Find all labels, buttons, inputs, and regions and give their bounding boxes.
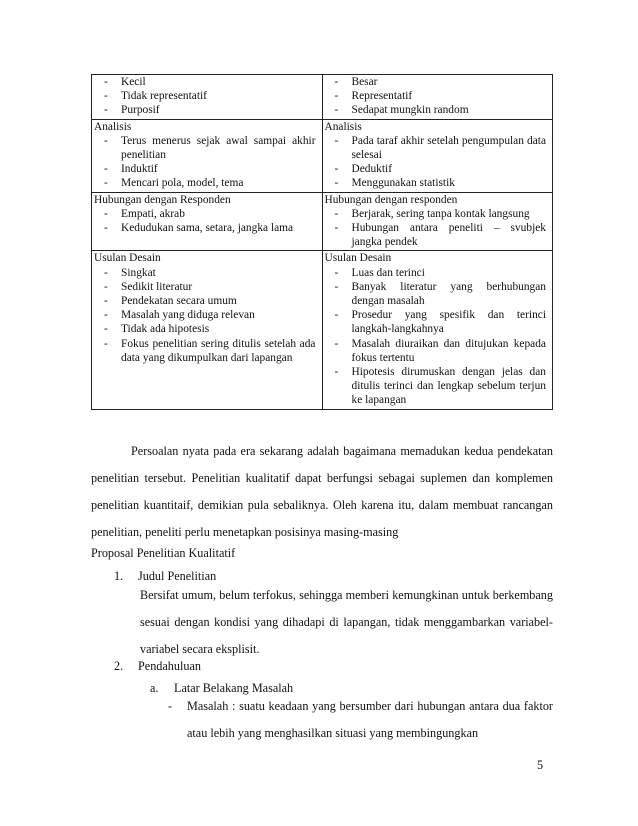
list-item: - Empati, akrab bbox=[94, 207, 316, 221]
cell-list bbox=[94, 207, 316, 235]
cell-title: Analisis bbox=[324, 120, 362, 133]
table-cell-left bbox=[92, 119, 323, 192]
list-item: - Terus menerus sejak awal sampai akhir penelitian bbox=[94, 134, 316, 162]
item-2-heading bbox=[114, 657, 201, 675]
cell-list bbox=[94, 75, 316, 118]
page-number: 5 bbox=[537, 758, 544, 772]
list-item: - Fokus penelitian sering ditulis setelah ada data yang dikumpulkan dari lapangan bbox=[94, 337, 316, 365]
table-row bbox=[92, 251, 553, 409]
list-item: - Mencari pola, model, tema bbox=[94, 176, 316, 190]
list-item: - Hipotesis dirumuskan dengan jelas dan ditulis terinci dan lengkap sebelum terjun ke lapangan bbox=[325, 365, 547, 408]
list-item: - Besar bbox=[325, 75, 547, 89]
table-row bbox=[92, 192, 553, 251]
list-item: - Deduktif bbox=[325, 162, 547, 176]
list-item: - Purposif bbox=[94, 103, 316, 117]
cell-title: Usulan Desain bbox=[324, 252, 392, 265]
table-cell-right bbox=[322, 192, 553, 251]
section-title: Proposal Penelitian Kualitatif bbox=[91, 546, 236, 560]
item-1-number: 1. bbox=[114, 569, 124, 583]
table-row bbox=[92, 119, 553, 192]
list-item: - Representatif bbox=[325, 89, 547, 103]
comparison-table bbox=[91, 74, 553, 410]
cell-list bbox=[325, 266, 547, 408]
cell-list bbox=[325, 207, 547, 250]
list-item: - Kedudukan sama, setara, jangka lama bbox=[94, 221, 316, 235]
list-item: - Singkat bbox=[94, 266, 316, 280]
item-1-body: Bersifat umum, belum terfokus, sehingga memberi kemungkinan untuk berkembang sesuai dengan kondisi yang dihadapi di lapangan, tidak menggambarkan variabel-variabel secara eksplisit. bbox=[140, 588, 553, 656]
table-cell-left bbox=[92, 192, 323, 251]
table-row bbox=[92, 75, 553, 120]
list-item: - Masalah yang diduga relevan bbox=[94, 308, 316, 322]
cell-title: Usulan Desain bbox=[94, 252, 161, 265]
list-item: - Kecil bbox=[94, 75, 316, 89]
table-cell-right bbox=[322, 75, 553, 120]
cell-list bbox=[94, 266, 316, 365]
item-2a-point-text: Masalah : suatu keadaan yang bersumber dari hubungan antara dua faktor atau lebih yang menghasilkan situasi yang membingungkan bbox=[187, 699, 553, 740]
list-item: - Tidak representatif bbox=[94, 89, 316, 103]
item-2a-label: a. bbox=[150, 681, 159, 695]
cell-list bbox=[325, 134, 547, 191]
cell-list bbox=[325, 75, 547, 118]
cell-title: Hubungan dengan responden bbox=[324, 193, 458, 206]
item-1-title: Judul Penelitian bbox=[138, 569, 217, 583]
item-2a-point bbox=[168, 693, 553, 747]
table-cell-left bbox=[92, 251, 323, 409]
list-item: - Prosedur yang spesifik dan terinci langkah-langkahnya bbox=[325, 308, 547, 336]
table-cell-left bbox=[92, 75, 323, 120]
body-paragraph: Persoalan nyata pada era sekarang adalah bagaimana memadukan kedua pendekatan penelitian tersebut. Penelitian kualitatif dapat berfungsi sebagai suplemen dan komplemen penelitian kuantitaif, demikian pula sebaliknya. Oleh karena itu, dalam membuat rancangan penelitian, peneliti perlu menetapkan posisinya masing-masing bbox=[91, 444, 553, 539]
table-cell-right bbox=[322, 119, 553, 192]
cell-title: Hubungan dengan Responden bbox=[94, 193, 231, 206]
item-2a-title: Latar Belakang Masalah bbox=[174, 681, 294, 695]
list-item: - Banyak literatur yang berhubungan dengan masalah bbox=[325, 280, 547, 308]
list-item: - Sedapat mungkin random bbox=[325, 103, 547, 117]
list-item: - Hubungan antara peneliti – svubjek jangka pendek bbox=[325, 221, 547, 249]
list-item: - Tidak ada hipotesis bbox=[94, 322, 316, 336]
item-2a-point-dash: - bbox=[168, 699, 173, 713]
item-2-title: Pendahuluan bbox=[138, 659, 201, 673]
list-item: - Menggunakan statistik bbox=[325, 176, 547, 190]
list-item: - Luas dan terinci bbox=[325, 266, 547, 280]
list-item: - Masalah diuraikan dan ditujukan kepada fokus tertentu bbox=[325, 337, 547, 365]
list-item: - Sedikit literatur bbox=[94, 280, 316, 294]
table-cell-right bbox=[322, 251, 553, 409]
cell-list bbox=[94, 134, 316, 191]
list-item: - Pendekatan secara umum bbox=[94, 294, 316, 308]
cell-title: Analisis bbox=[94, 120, 132, 133]
list-item: - Berjarak, sering tanpa kontak langsung bbox=[325, 207, 547, 221]
list-item: - Pada taraf akhir setelah pengumpulan data selesai bbox=[325, 134, 547, 162]
list-item: - Induktif bbox=[94, 162, 316, 176]
item-2-number: 2. bbox=[114, 659, 124, 673]
